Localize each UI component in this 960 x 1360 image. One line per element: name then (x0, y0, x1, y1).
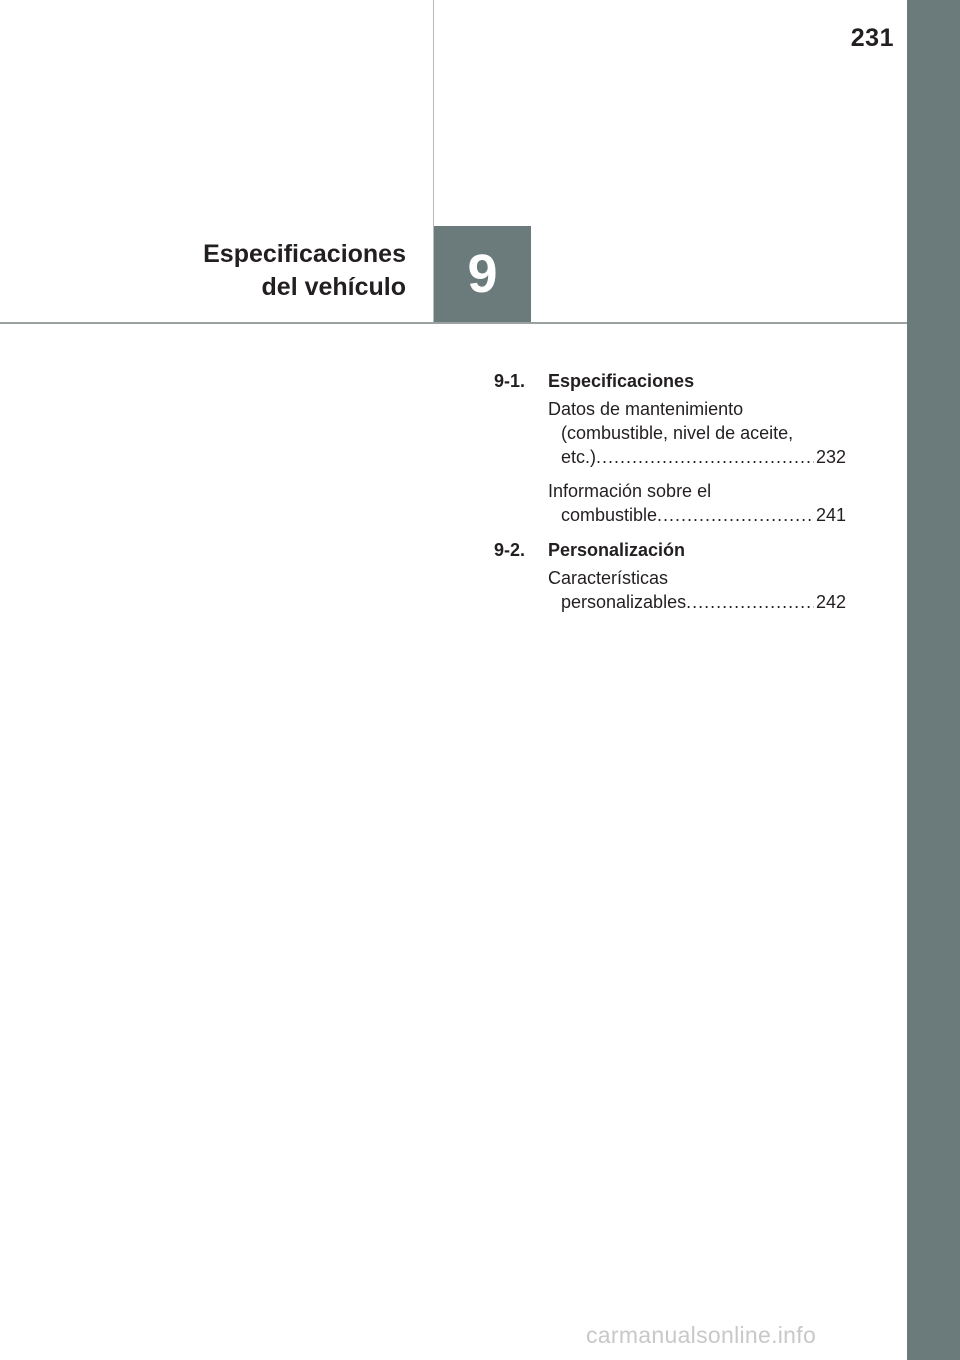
chapter-number: 9 (467, 244, 498, 304)
toc-section (494, 537, 854, 614)
toc-section-title: Especificaciones (548, 371, 695, 391)
toc-entry-text: Características (548, 568, 669, 588)
toc-entry-text: (combustible, nivel de aceite, (561, 423, 794, 443)
toc-entry-text: etc.) (561, 447, 597, 467)
header-divider-horizontal (0, 322, 907, 324)
table-of-contents (494, 368, 854, 624)
toc-entry-page: 241 (815, 505, 846, 525)
toc-section-title: Personalización (548, 540, 686, 560)
toc-entry[interactable] (548, 563, 854, 614)
chapter-tab-band (907, 0, 960, 1360)
watermark: carmanualsonline.info (586, 1322, 817, 1348)
chapter-title-line1: Especificaciones (203, 240, 406, 268)
toc-section-number: 9-1. (494, 371, 526, 391)
toc-entry-leader-row (548, 445, 846, 469)
toc-entry-leader-row (548, 503, 846, 527)
toc-entry-page: 242 (815, 592, 846, 612)
toc-entry-leader-row (548, 590, 846, 614)
toc-entry[interactable] (548, 394, 854, 469)
dot-leader (657, 503, 814, 527)
dot-leader (596, 445, 814, 469)
toc-entry[interactable] (548, 476, 854, 527)
toc-entry-text: Datos de mantenimiento (548, 399, 744, 419)
toc-section-heading[interactable] (494, 537, 854, 563)
toc-section-heading[interactable] (494, 368, 854, 394)
page-number: 231 (850, 24, 894, 52)
toc-section (494, 368, 854, 527)
chapter-title-line2: del vehículo (261, 273, 406, 301)
toc-entry-text: combustible (561, 505, 658, 525)
chapter-title (203, 238, 406, 304)
toc-entry-page: 232 (815, 447, 846, 467)
dot-leader (686, 590, 814, 614)
chapter-number-box (434, 226, 531, 322)
toc-entry-text: personalizables (561, 592, 687, 612)
toc-entry-text: Información sobre el (548, 481, 712, 501)
toc-section-number: 9-2. (494, 540, 526, 560)
